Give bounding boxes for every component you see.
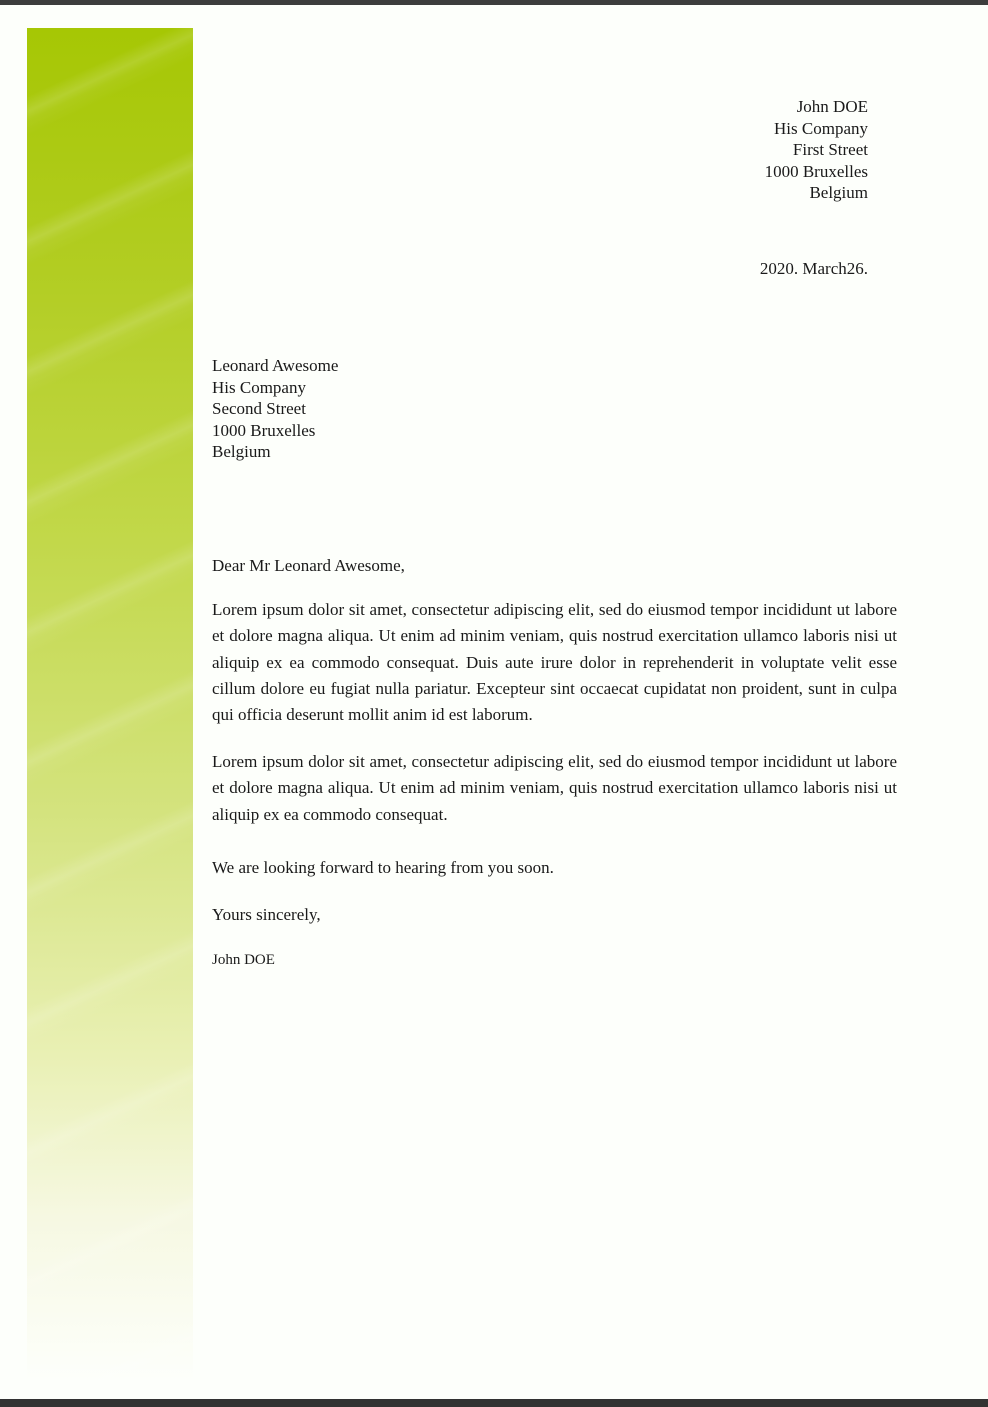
signature-name: John DOE: [212, 952, 275, 968]
closing-line: We are looking forward to hearing from you soon.: [212, 858, 554, 877]
recipient-country: Belgium: [212, 442, 271, 461]
page-bottom-edge: [0, 1399, 988, 1407]
recipient-street: Second Street: [212, 399, 306, 418]
green-gradient-sidebar: [27, 28, 193, 1380]
salutation: Dear Mr Leonard Awesome,: [212, 556, 405, 575]
body-paragraph-2: Lorem ipsum dolor sit amet, consectetur adipiscing elit, sed do eiusmod tempor incididunt ut labore et dolore magna aliqua. Ut enim ad minim veniam, quis nostrud exercitation ullamco laboris nisi ut aliquip ex ea commodo consequat.: [212, 752, 897, 824]
sender-street: First Street: [792, 140, 868, 159]
sender-country: Belgium: [809, 183, 868, 202]
valediction: Yours sincerely,: [212, 905, 321, 924]
body-paragraph-1: Lorem ipsum dolor sit amet, consectetur adipiscing elit, sed do eiusmod tempor incididunt ut labore et dolore magna aliqua. Ut enim ad minim veniam, quis nostrud exercitation ullamco laboris nisi ut aliquip ex ea commodo consequat. Duis aute irure dolor in reprehenderit in voluptate velit esse cillum dolore eu fugiat nulla pariatur. Excepteur sint occaecat cupidatat non proident, sunt in culpa qui officia deserunt mollit anim id est laborum.: [212, 600, 897, 725]
recipient-address-block: [212, 355, 338, 463]
sender-name: John DOE: [796, 97, 868, 116]
page-top-edge: [0, 0, 988, 5]
recipient-city: 1000 Bruxelles: [212, 420, 316, 440]
sender-city: 1000 Bruxelles: [764, 161, 868, 181]
sender-company: His Company: [774, 118, 868, 138]
recipient-company: His Company: [212, 377, 306, 397]
sender-address-block: [765, 96, 868, 204]
letter-date: 2020. March26.: [759, 259, 868, 278]
recipient-name: Leonard Awesome: [212, 356, 339, 375]
